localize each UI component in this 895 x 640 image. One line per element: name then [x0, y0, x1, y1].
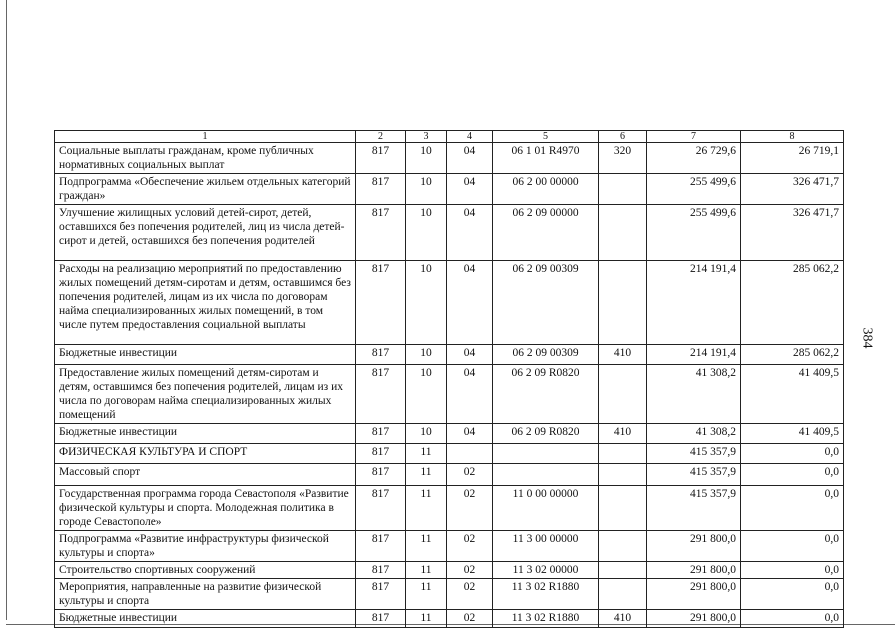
row-section: 11: [406, 610, 447, 628]
row-target-article: [493, 444, 599, 464]
row-name: Государственная программа города Севастополя «Развитие физической культуры и спорта. Молодежная политика в городе Севастополе»: [55, 486, 356, 531]
row-amount-2: 285 062,2: [741, 345, 844, 365]
row-name: Предоставление жилых помещений детям-сиротам и детям, оставшимся без попечения родителей, лицам из их числа по договорам найма специализированных жилых помещений: [55, 365, 356, 424]
row-expense-type: [599, 365, 647, 424]
row-section: 11: [406, 531, 447, 562]
row-amount-2: 326 471,7: [741, 174, 844, 205]
row-subsection: 04: [447, 174, 493, 205]
row-target-article: 11 0 00 00000: [493, 486, 599, 531]
row-amount-1: 291 800,0: [647, 531, 741, 562]
row-name: Расходы на реализацию мероприятий по предоставлению жилых помещений детям-сиротам и детям, оставшимся без попечения родителей, лицам из их числа по договорам найма специализированных жилых помещений, в том числе путем предоставления социальной выплаты: [55, 261, 356, 345]
row-admin-code: 817: [356, 424, 406, 444]
row-subsection: 04: [447, 365, 493, 424]
header-col-2: 2: [356, 131, 406, 143]
table-row: [55, 365, 844, 424]
row-amount-1: 291 800,0: [647, 579, 741, 610]
row-target-article: 06 2 09 00309: [493, 345, 599, 365]
table-header-row: [55, 131, 844, 143]
header-col-8: 8: [741, 131, 844, 143]
row-admin-code: 817: [356, 562, 406, 579]
row-admin-code: 817: [356, 464, 406, 486]
table-row: [55, 579, 844, 610]
row-name: Улучшение жилищных условий детей-сирот, детей, оставшихся без попечения родителей, лиц из числа детей-сирот и детей, оставшихся без попечения родителей: [55, 205, 356, 261]
row-amount-2: 41 409,5: [741, 424, 844, 444]
row-section: 10: [406, 424, 447, 444]
row-name: Подпрограмма «Развитие инфраструктуры физической культуры и спорта»: [55, 531, 356, 562]
row-amount-2: 0,0: [741, 610, 844, 628]
row-admin-code: 817: [356, 345, 406, 365]
row-target-article: 11 3 00 00000: [493, 531, 599, 562]
row-amount-1: 415 357,9: [647, 464, 741, 486]
row-amount-2: 0,0: [741, 444, 844, 464]
row-amount-1: 214 191,4: [647, 345, 741, 365]
table-row: [55, 261, 844, 345]
header-col-3: 3: [406, 131, 447, 143]
row-subsection: 04: [447, 205, 493, 261]
row-amount-1: 291 800,0: [647, 562, 741, 579]
row-admin-code: 817: [356, 486, 406, 531]
row-admin-code: 817: [356, 579, 406, 610]
row-amount-1: 41 308,2: [647, 365, 741, 424]
row-admin-code: 817: [356, 205, 406, 261]
row-admin-code: 817: [356, 143, 406, 174]
row-subsection: 02: [447, 531, 493, 562]
row-expense-type: [599, 174, 647, 205]
table-row: [55, 345, 844, 365]
row-expense-type: 410: [599, 610, 647, 628]
row-admin-code: 817: [356, 444, 406, 464]
row-subsection: 02: [447, 486, 493, 531]
row-admin-code: 817: [356, 365, 406, 424]
row-name: Подпрограмма «Обеспечение жильем отдельных категорий граждан»: [55, 174, 356, 205]
page-number: 384: [859, 327, 875, 349]
row-section: 10: [406, 365, 447, 424]
row-target-article: 11 3 02 R1880: [493, 610, 599, 628]
row-section: 11: [406, 444, 447, 464]
row-expense-type: [599, 486, 647, 531]
row-amount-1: 41 308,2: [647, 424, 741, 444]
row-subsection: 02: [447, 579, 493, 610]
header-col-6: 6: [599, 131, 647, 143]
table-row: [55, 464, 844, 486]
row-subsection: 02: [447, 562, 493, 579]
row-admin-code: 817: [356, 174, 406, 205]
table-row: [55, 531, 844, 562]
header-col-1: 1: [55, 131, 356, 143]
table-row: [55, 205, 844, 261]
row-amount-1: 255 499,6: [647, 174, 741, 205]
row-target-article: 06 2 09 R0820: [493, 365, 599, 424]
row-section: 10: [406, 143, 447, 174]
row-section: 11: [406, 486, 447, 531]
row-amount-1: 415 357,9: [647, 486, 741, 531]
row-name: Массовый спорт: [55, 464, 356, 486]
row-amount-2: 0,0: [741, 531, 844, 562]
row-name: Бюджетные инвестиции: [55, 610, 356, 628]
row-amount-2: 26 719,1: [741, 143, 844, 174]
row-target-article: 06 1 01 R4970: [493, 143, 599, 174]
table-row: [55, 486, 844, 531]
row-name: Строительство спортивных сооружений: [55, 562, 356, 579]
row-amount-2: 285 062,2: [741, 261, 844, 345]
row-name: Мероприятия, направленные на развитие физической культуры и спорта: [55, 579, 356, 610]
row-target-article: 06 2 00 00000: [493, 174, 599, 205]
row-expense-type: [599, 562, 647, 579]
table-row: [55, 610, 844, 628]
row-section: 11: [406, 562, 447, 579]
row-name: Социальные выплаты гражданам, кроме публичных нормативных социальных выплат: [55, 143, 356, 174]
row-target-article: 06 2 09 00000: [493, 205, 599, 261]
row-subsection: 04: [447, 345, 493, 365]
row-admin-code: 817: [356, 610, 406, 628]
header-col-4: 4: [447, 131, 493, 143]
row-amount-1: 26 729,6: [647, 143, 741, 174]
row-amount-2: 0,0: [741, 464, 844, 486]
header-col-5: 5: [493, 131, 599, 143]
budget-table: [54, 130, 844, 628]
row-section: 10: [406, 174, 447, 205]
row-amount-1: 291 800,0: [647, 610, 741, 628]
table-row: [55, 174, 844, 205]
row-section: 11: [406, 464, 447, 486]
row-expense-type: [599, 531, 647, 562]
row-subsection: 04: [447, 143, 493, 174]
row-subsection: 02: [447, 610, 493, 628]
row-expense-type: [599, 464, 647, 486]
scan-frame-left-edge: [6, 0, 7, 620]
table-body: [55, 143, 844, 628]
table-row: [55, 444, 844, 464]
row-expense-type: 410: [599, 424, 647, 444]
row-amount-2: 0,0: [741, 562, 844, 579]
row-expense-type: 410: [599, 345, 647, 365]
row-section: 10: [406, 345, 447, 365]
row-amount-1: 255 499,6: [647, 205, 741, 261]
row-section: 11: [406, 579, 447, 610]
row-expense-type: [599, 261, 647, 345]
row-admin-code: 817: [356, 531, 406, 562]
row-target-article: 11 3 02 00000: [493, 562, 599, 579]
row-section: 10: [406, 261, 447, 345]
row-expense-type: [599, 444, 647, 464]
row-name: ФИЗИЧЕСКАЯ КУЛЬТУРА И СПОРТ: [55, 444, 356, 464]
row-target-article: [493, 464, 599, 486]
row-amount-1: 415 357,9: [647, 444, 741, 464]
table-row: [55, 562, 844, 579]
table-row: [55, 424, 844, 444]
row-amount-2: 0,0: [741, 486, 844, 531]
row-amount-1: 214 191,4: [647, 261, 741, 345]
row-subsection: 02: [447, 464, 493, 486]
row-amount-2: 326 471,7: [741, 205, 844, 261]
row-subsection: 04: [447, 424, 493, 444]
header-col-7: 7: [647, 131, 741, 143]
row-name: Бюджетные инвестиции: [55, 345, 356, 365]
row-target-article: 11 3 02 R1880: [493, 579, 599, 610]
row-amount-2: 41 409,5: [741, 365, 844, 424]
row-target-article: 06 2 09 R0820: [493, 424, 599, 444]
row-expense-type: 320: [599, 143, 647, 174]
row-section: 10: [406, 205, 447, 261]
row-subsection: [447, 444, 493, 464]
row-name: Бюджетные инвестиции: [55, 424, 356, 444]
row-admin-code: 817: [356, 261, 406, 345]
row-amount-2: 0,0: [741, 579, 844, 610]
row-subsection: 04: [447, 261, 493, 345]
row-expense-type: [599, 205, 647, 261]
table-row: [55, 143, 844, 174]
row-target-article: 06 2 09 00309: [493, 261, 599, 345]
row-expense-type: [599, 579, 647, 610]
